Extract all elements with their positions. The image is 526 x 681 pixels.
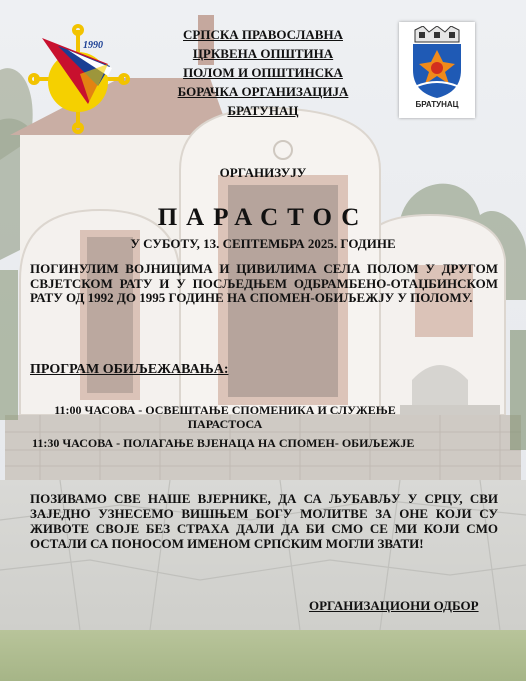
- date-line: У СУБОТУ, 13. СЕПТЕМБРА 2025. ГОДИНЕ: [130, 236, 396, 251]
- program-item-2: 11:30 ЧАСОВА - ПОЛАГАЊЕ ВЈЕНАЦА НА СПОМЕН- ОБИЉЕЖЈЕ: [32, 436, 415, 450]
- page-title: ПАРАСТОС: [157, 204, 369, 231]
- header-line-5: БРАТУНАЦ: [227, 103, 299, 118]
- logo-year: 1990: [83, 40, 103, 51]
- signature: ОРГАНИЗАЦИОНИ ОДБОР: [309, 598, 479, 613]
- bratunac-coat-of-arms-icon: [409, 26, 465, 98]
- crest-caption: БРАТУНАЦ: [415, 100, 459, 109]
- program-heading: ПРОГРАМ ОБИЉЕЖАВАЊА:: [30, 362, 229, 377]
- intro-paragraph: ПОГИНУЛИМ ВОЈНИЦИМА И ЦИВИЛИМА СЕЛА ПОЛОМ У ДРУГОМ СВЈЕТСКОМ РАТУ И У ПОСЉЕДЊЕМ ОДБРАМБЕНО-ОТАЏБИНСКОМ РАТУ ОД 1992 ДО 1995 ГОДИНЕ НА СПОМЕН-ОБИЉЕЖЈУ У ПОЛОМУ.: [30, 261, 498, 305]
- program-item-1-line-2: ПАРАСТОСА: [187, 417, 263, 431]
- church-municipality-logo: [28, 24, 130, 134]
- header-line-1: СРПСКА ПРАВОСЛАВНА: [183, 27, 343, 42]
- program-item-1-line-1: 11:00 ЧАСОВА - ОСВЕШТАЊЕ СПОМЕНИКА И СЛУЖЕЊЕ: [54, 403, 396, 417]
- program-item-1: [20, 403, 430, 431]
- header-line-3: ПОЛОМ И ОПШТИНСКА: [183, 65, 343, 80]
- bratunac-crest-frame: [399, 22, 475, 118]
- header-line-4: БОРАЧКА ОРГАНИЗАЦИЈА: [177, 84, 349, 99]
- organizes-label: ОРГАНИЗУЈУ: [219, 165, 307, 180]
- invitation-paragraph: ПОЗИВАМО СВЕ НАШЕ ВЈЕРНИКЕ, ДА СА ЉУБАВЉУ У СРЦУ, СВИ ЗАЈЕДНО УЗНЕСЕМО ВИШЊЕМ БОГУ МОЛИТВЕ ЗА ОНЕ КОЈИ СУ ЖИВОТЕ СВОЈЕ БЕЗ СТРАХА ДАЛИ ДА БИ СМО СЕ МИ КОЈИ СМО ОСТАЛИ СА ПОНОСОМ ИМЕНОМ СРПСКИМ МОГЛИ ЗВАТИ!: [30, 491, 498, 551]
- header-line-2: ЦРКВЕНА ОПШТИНА: [192, 46, 334, 61]
